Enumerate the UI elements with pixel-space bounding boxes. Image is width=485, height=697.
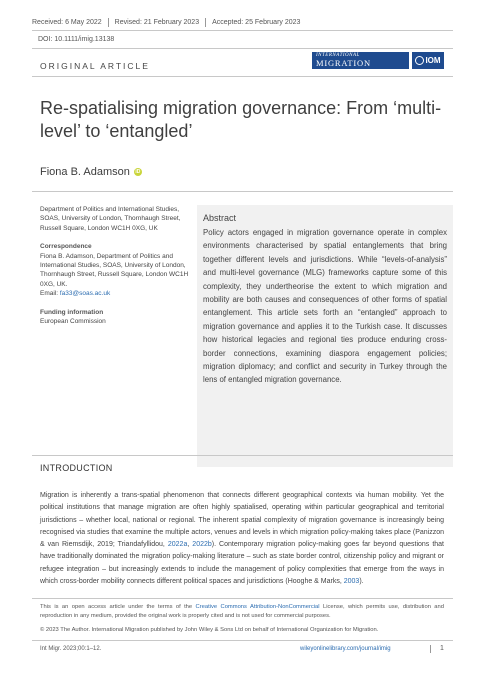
license-text: License, which permits use, distribution and reproduction in any medium, provided the original work is properly cited and is not used for commercial purposes.	[40, 604, 444, 619]
iom-logo[interactable]	[412, 52, 444, 69]
divider	[32, 30, 453, 31]
article-title: Re-spatialising migration governance: From ‘multi-level’ to ‘entangled’	[40, 98, 442, 141]
article-dates	[32, 18, 453, 27]
date-separator	[205, 18, 206, 27]
iom-logo-text: IOM	[425, 56, 441, 65]
citation-link[interactable]: 2022b	[192, 541, 212, 549]
divider	[32, 76, 453, 77]
intro-text: ,	[187, 541, 193, 549]
citation-link[interactable]: 2003	[343, 578, 360, 586]
section-heading: INTRODUCTION	[40, 463, 113, 473]
email-line	[40, 289, 190, 298]
divider	[32, 640, 453, 641]
footer-separator	[430, 645, 431, 653]
license-notice	[40, 603, 444, 621]
license-link[interactable]: Creative Commons Attribution-NonCommercial	[195, 604, 320, 610]
intro-text: Migration is inherently a trans-spatial phenomenon that connects different geographical contexts via human mobility. Yet the political institutions that manage migration are often highly spatialised, operating within particular geographical and territorial jurisdictions – whether local, national or regional. The inherent spatial complexity of migration governance is increasingly being recognised via studies that examine the multiple actors, venues and levels in which migration policy-making takes place (Panizzon & van Riemsdijk, 2019; Triandafyllidou,	[40, 492, 444, 549]
intro-text: ).	[359, 578, 364, 586]
abstract-heading: Abstract	[203, 213, 237, 223]
divider	[32, 598, 453, 599]
footer-citation: Int Migr. 2023;00:1–12.	[40, 646, 102, 652]
article-type-label: ORIGINAL ARTICLE	[40, 61, 150, 71]
correspondence	[40, 242, 190, 298]
citation-link[interactable]: 2022a	[167, 541, 188, 549]
license-text: This is an open access article under the terms of the	[40, 604, 196, 610]
intro-text: ). Contemporary migration policy-making goes far beyond questions that have traditionally dominated the migration policy-making literature – such as state border control, citizenship policy and migrant or refugee integration – but increasingly extends to include the management of policy complexities that emerge from the ways in which cross-border mobility connects different political spaces and jurisdictions (Hooghe & Marks,	[40, 541, 444, 586]
funding-text: European Commission	[40, 318, 106, 326]
abstract-box	[197, 205, 453, 467]
author-name[interactable]: Fiona B. Adamson	[40, 166, 130, 178]
journal-logo-main: MIGRATION	[316, 58, 371, 68]
date-separator	[108, 18, 109, 27]
doi[interactable]: DOI: 10.1111/imig.13138	[38, 36, 115, 43]
author-line	[40, 166, 142, 178]
divider	[32, 48, 453, 49]
email-label: Email:	[40, 290, 59, 298]
introduction-paragraph	[40, 490, 444, 588]
copyright-notice: © 2023 The Author. International Migration published by John Wiley & Sons Ltd on behalf of International Organization for Migration.	[40, 627, 379, 633]
correspondence-heading: Correspondence	[40, 243, 92, 251]
affiliation: Department of Politics and International Studies, SOAS, University of London, Thornhaugh Street, Russell Square, London WC1H 0XG, UK	[40, 206, 181, 232]
funding	[40, 308, 190, 327]
received-date: Received: 6 May 2022	[32, 19, 102, 26]
email-link[interactable]: fa33@soas.ac.uk	[59, 290, 111, 298]
accepted-date: Accepted: 25 February 2023	[212, 19, 301, 26]
article-sidebar	[40, 205, 190, 335]
footer-journal-link[interactable]: wileyonlinelibrary.com/journal/imig	[300, 646, 391, 652]
abstract-body: Policy actors engaged in migration governance operate in complex environments characterised by spatial entanglements that bring together different levels and jurisdictions. While “levels-of-analysis” and multi-level governance (MLG) frameworks capture some of this complexity, they undertheorise the extent to which migration and mobility are both causes and consequences of other forms of spatial entanglement. This article sets forth an “entangled” approach to migration governance and applies it to the Turkish case. It discusses how historical legacies and regional ties produce enduring cross-border connections, examining diaspora engagement policies; migration diplomacy; and conflict and security in Turkey through the lens of entangled migration governance.	[203, 228, 447, 385]
orcid-icon[interactable]: iD	[135, 169, 141, 175]
divider	[32, 191, 453, 192]
revised-date: Revised: 21 February 2023	[114, 19, 200, 26]
correspondence-text: Fiona B. Adamson, Department of Politics and International Studies, SOAS, University of London, Thornhaugh Street, Russell Square, London WC1H 0XG, UK.	[40, 252, 189, 288]
divider	[32, 455, 453, 456]
page-number: 1	[440, 645, 444, 652]
journal-logo-top: INTERNATIONAL	[316, 53, 360, 58]
journal-logo[interactable]	[312, 52, 409, 69]
globe-icon	[415, 56, 424, 65]
funding-heading: Funding information	[40, 308, 104, 316]
